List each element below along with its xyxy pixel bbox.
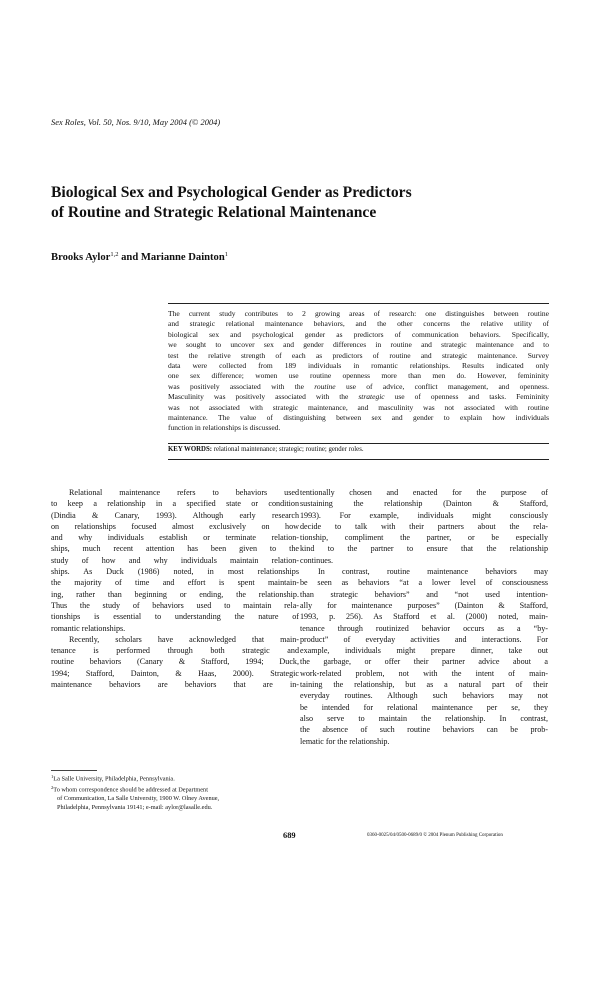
footnote-1-mark: 1: [51, 774, 54, 779]
body-column-left: [51, 487, 299, 690]
body-line: sustaining the relationship (Dainton & Stafford,: [300, 499, 548, 509]
body-line: Thus the study of behaviors used to maintain rela-: [51, 600, 299, 610]
body-line: kind to the partner to ensure that the relationship: [300, 544, 548, 554]
body-line: be intended for relational maintenance per se, they: [300, 702, 548, 712]
footnote-2-text: To whom correspondence should be addressed at Department: [53, 786, 208, 794]
body-line: 1993, p. 256). As Stafford et al. (2000) noted, main-: [300, 612, 548, 622]
body-line: decide to talk with their partners about the rela-: [300, 521, 548, 531]
keywords-label: KEY WORDS:: [168, 446, 212, 453]
author-2: Marianne Dainton: [140, 252, 225, 263]
keywords-rule: [168, 459, 549, 460]
footnote-2-mark: 2: [51, 785, 54, 791]
author-2-affiliation: 1: [224, 251, 228, 258]
body-line: ships, much recent attention has been given to the: [51, 544, 299, 554]
author-joiner: and: [118, 252, 141, 263]
body-line: maintenance behaviors are behaviors that are in-: [51, 680, 299, 690]
abstract-line: and strategic relational maintenance behaviors, and the other concerns the relative utility of: [168, 319, 549, 329]
abstract-line: Masculinity was positively associated with the strategic use of openness and tasks. Femininity: [168, 392, 549, 402]
abstract-line: data were collected from 189 individuals in romantic relationships. Results indicated only: [168, 361, 549, 371]
abstract: [168, 309, 549, 434]
footnote-2-continued: of Communication, La Salle University, 1900 W. Olney Avenue,: [57, 795, 220, 803]
body-line: product” of everyday activities and interactions. For: [300, 634, 548, 644]
body-line: lematic for the relationship.: [300, 736, 390, 746]
body-line: 1993). For example, individuals might consciously: [300, 510, 548, 520]
body-line: example, individuals might prepare dinner, take out: [300, 646, 548, 656]
abstract-bottom-rule: [168, 443, 549, 444]
article-title: [51, 183, 551, 223]
body-line: tenance through routinized behavior occurs as a “by-: [300, 623, 548, 633]
abstract-line: maintenance. The value of distinguishing between sex and gender to explain how individuals: [168, 413, 549, 423]
body-line: tenance is performed through both strategic and: [51, 646, 299, 656]
journal-citation: Sex Roles, Vol. 50, Nos. 9/10, May 2004 (© 2004): [51, 118, 221, 127]
author-list: [51, 251, 228, 263]
body-line: continues.: [300, 555, 334, 565]
title-line-2: of Routine and Strategic Relational Maintenance: [51, 204, 377, 221]
footnote-rule: [51, 770, 97, 771]
footnote-2-continued: Philadelphia, Pennsylvania 19141; e-mail: aylor@lasalle.edu.: [57, 803, 213, 811]
body-line: to keep a relationship in a specified state or condition: [51, 499, 299, 509]
title-line-1: Biological Sex and Psychological Gender as Predictors: [51, 184, 412, 201]
body-line: the garbage, or offer their partner advice about a: [300, 657, 548, 667]
abstract-line: function in relationships is discussed.: [168, 423, 281, 433]
footnote-1: [51, 773, 299, 784]
abstract-line: we sought to uncover sex and gender differences in routine and strategic maintenance and to: [168, 340, 549, 350]
footnotes: [51, 773, 299, 812]
keywords: [168, 446, 364, 453]
body-line: ing, rather than beginning or ending, the relationship.: [51, 589, 299, 599]
abstract-line: one sex difference; women use routine openness more than men do. However, femininity: [168, 371, 549, 381]
body-line: Recently, scholars have acknowledged that main-: [69, 634, 299, 644]
body-line: In contrast, routine maintenance behaviors may: [318, 567, 548, 577]
body-line: the absence of such routine behaviors can be prob-: [300, 725, 548, 735]
body-line: on relationships focused almost exclusively on how: [51, 521, 299, 531]
abstract-top-rule: [168, 303, 549, 304]
body-line: tionships is essential to understanding the nature of: [51, 612, 299, 622]
body-line: the majority of time and effort is spent maintain-: [51, 578, 299, 588]
author-1-affiliation: 1,2: [110, 251, 119, 258]
body-line: (Dindia & Canary, 1993). Although early research: [51, 510, 299, 520]
body-line: work-related problem, not with the intent of main-: [300, 668, 548, 678]
page-number: 689: [283, 831, 296, 840]
abstract-line: test the relative strength of each as predictors of routine and strategic maintenance. Survey: [168, 350, 549, 360]
body-line: be seen as behaviors “at a lower level of consciousness: [300, 578, 548, 588]
body-line: tentionally chosen and enacted for the purpose of: [300, 488, 548, 497]
author-1: Brooks Aylor: [51, 252, 111, 263]
body-line: than strategic behaviors” and “not used intention-: [300, 589, 548, 599]
body-line: Relational maintenance refers to behaviors used: [69, 488, 299, 497]
footnote-2: [51, 784, 299, 795]
body-line: ships. As Duck (1986) noted, in most relationships: [51, 567, 299, 577]
body-line: romantic relationships.: [51, 623, 126, 633]
body-line: everyday routines. Although such behaviors may not: [300, 691, 548, 701]
abstract-line: was positively associated with the routine use of advice, conflict management, and openness.: [168, 381, 549, 391]
body-line: 1994; Stafford, Dainton, & Haas, 2000). Strategic: [51, 668, 299, 678]
body-line: also serve to maintain the relationship. In contrast,: [300, 713, 548, 723]
footnote-1-text: La Salle University, Philadelphia, Pennsylvania.: [53, 775, 175, 783]
abstract-line: biological sex and psychological gender as predictors of communication behaviors. Specifically,: [168, 329, 549, 339]
body-line: taining the relationship, but as a natural part of their: [300, 680, 548, 690]
body-line: tionship, compliment the partner, or be especially: [300, 533, 548, 543]
body-line: and why individuals establish or terminate relation-: [51, 533, 299, 543]
abstract-line: was not associated with strategic maintenance, and masculinity was not associated with routine: [168, 402, 549, 412]
body-column-right: [300, 487, 548, 747]
abstract-line: The current study contributes to 2 growing areas of research: one distinguishes between routine: [168, 309, 549, 318]
body-line: ally for maintenance purposes” (Dainton & Stafford,: [300, 600, 548, 610]
body-line: study of how and why individuals maintain relation-: [51, 555, 299, 565]
copyright-notice: 0360-0025/04/0500-0689/0 © 2004 Plenum Publishing Corporation: [367, 833, 503, 838]
keywords-text: relational maintenance; strategic; routine; gender roles.: [212, 446, 364, 453]
body-line: routine behaviors (Canary & Stafford, 1994; Duck,: [51, 657, 299, 667]
